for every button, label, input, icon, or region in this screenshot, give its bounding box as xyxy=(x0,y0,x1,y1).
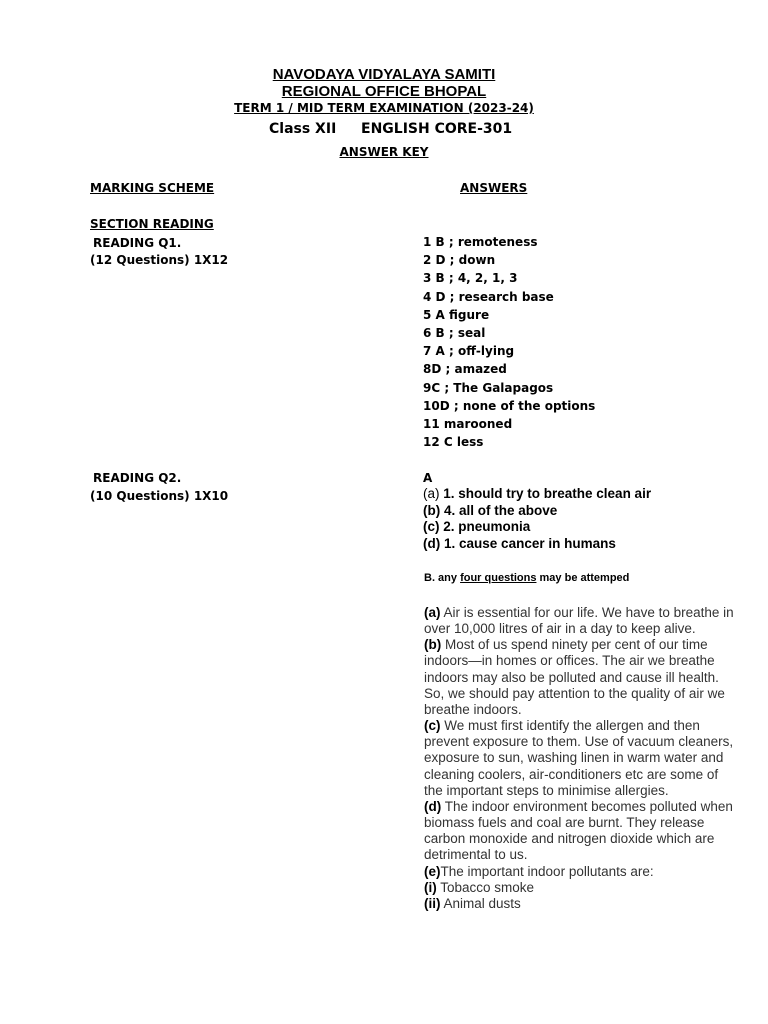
q1-answer: 4 D ; research base xyxy=(423,289,554,304)
q1-answer: 7 A ; off-lying xyxy=(423,344,515,359)
answer-line: indoors may also be polluted and cause ill health. xyxy=(424,669,719,685)
answer-line: (c) We must first identify the allergen and then xyxy=(424,718,700,734)
answer-line: prevent exposure to them. Use of vacuum cleaners, xyxy=(424,734,734,750)
subject-label: ENGLISH CORE-301 xyxy=(361,121,513,137)
q1-answer: 6 B ; seal xyxy=(423,325,486,340)
q1-answer: 8D ; amazed xyxy=(423,362,507,377)
q1-answer-list xyxy=(423,233,595,451)
answer-line: detrimental to us. xyxy=(424,847,528,863)
q1-answer: 9C ; The Galapagos xyxy=(423,380,554,395)
answer-line: (a) Air is essential for our life. We have to breathe in xyxy=(424,605,734,620)
q2-label: READING Q2. xyxy=(93,471,182,485)
col-answers: ANSWERS xyxy=(460,181,528,195)
q2-part-a-item: (b) 4. all of the above xyxy=(423,502,558,518)
q1-answer: 5 A figure xyxy=(423,307,490,322)
q1-answer: 3 B ; 4, 2, 1, 3 xyxy=(423,271,518,286)
q2-part-a-item: (a) 1. should try to breathe clean air xyxy=(423,486,652,501)
q1-answer: 10D ; none of the options xyxy=(423,398,596,413)
doc-type: ANSWER KEY xyxy=(339,145,429,159)
office-title: REGIONAL OFFICE BHOPAL xyxy=(281,83,487,100)
q2-part-a-item: (d) 1. cause cancer in humans xyxy=(423,535,616,551)
answer-line: exposure to sun, washing linen in warm water and xyxy=(424,750,724,766)
answer-line: (b) Most of us spend ninety per cent of our time xyxy=(424,637,708,653)
answer-line: (ii) Animal dusts xyxy=(424,895,521,911)
answer-line: breathe indoors. xyxy=(424,701,522,717)
section-title: SECTION READING xyxy=(90,217,214,231)
answer-line: carbon monoxide and nitrogen dioxide which are xyxy=(424,831,715,847)
q2-part-b-answers xyxy=(424,605,754,912)
answer-line: So, we should pay attention to the quality of air we xyxy=(424,685,725,701)
org-title: NAVODAYA VIDYALAYA SAMITI xyxy=(272,66,496,83)
q2-part-a-label: A xyxy=(423,471,433,485)
col-marking-scheme: MARKING SCHEME xyxy=(90,181,215,195)
exam-title: TERM 1 / MID TERM EXAMINATION (2023-24) xyxy=(234,101,534,115)
q2-part-a-item: (c) 2. pneumonia xyxy=(423,519,531,534)
q2-part-b-instruction: B. any four questions may be attemped xyxy=(424,572,630,584)
q1-answer: 11 marooned xyxy=(423,416,513,431)
q1-answer: 12 C less xyxy=(423,435,484,450)
answer-line: (e)The important indoor pollutants are: xyxy=(424,863,654,879)
q2-marks: (10 Questions) 1X10 xyxy=(90,489,229,503)
answer-line: (i) Tobacco smoke xyxy=(424,879,535,895)
answer-line: the important steps to minimise allergies. xyxy=(424,782,669,798)
q2-part-a-list xyxy=(423,486,651,552)
q1-answer: 2 D ; down xyxy=(423,253,496,268)
answer-line: (d) The indoor environment becomes polluted when xyxy=(424,798,733,814)
answer-line: indoors—in homes or offices. The air we breathe xyxy=(424,653,715,669)
answer-line: cleaning coolers, air-conditioners etc are some of xyxy=(424,766,719,782)
answer-line: over 10,000 litres of air in a day to keep alive. xyxy=(424,621,696,637)
q1-marks: (12 Questions) 1X12 xyxy=(90,253,229,267)
class-label: Class XII xyxy=(269,121,337,137)
answer-line: biomass fuels and coal are burnt. They release xyxy=(424,815,705,831)
q1-label: READING Q1. xyxy=(93,236,182,250)
q1-answer: 1 B ; remoteness xyxy=(423,235,538,249)
